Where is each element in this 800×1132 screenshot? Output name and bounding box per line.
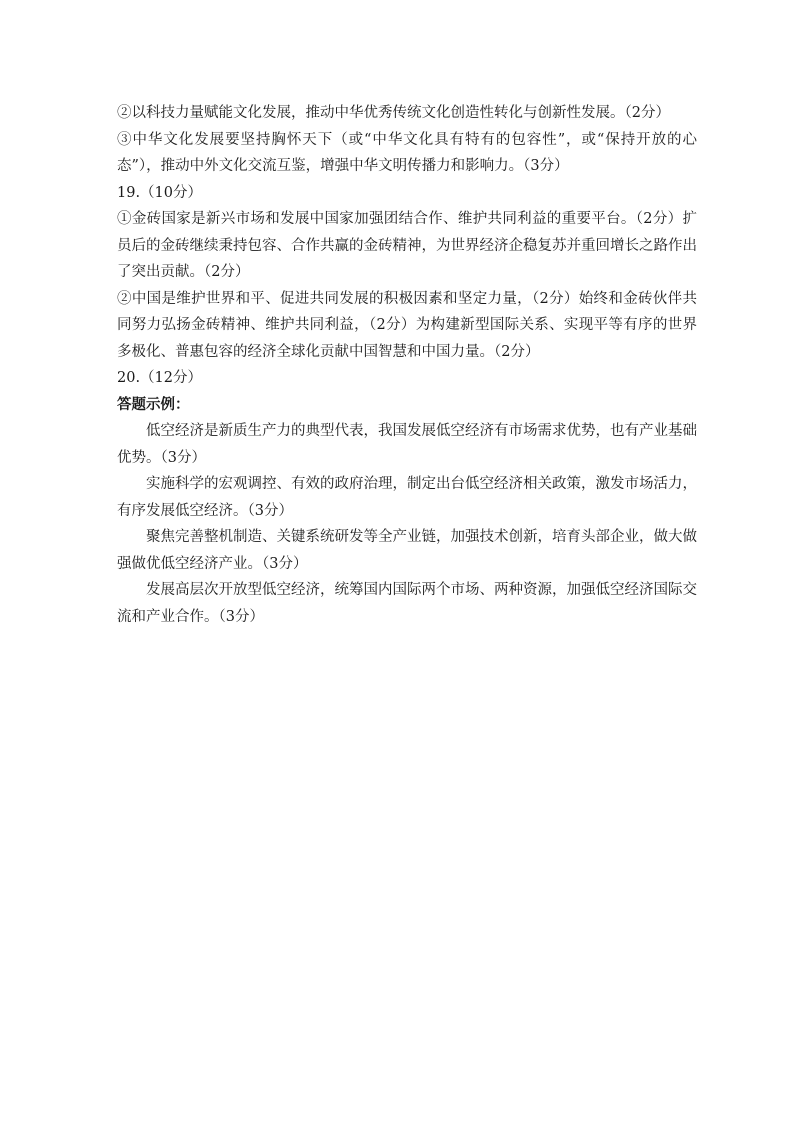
q20-number: 20.（12分）	[117, 370, 203, 386]
q20-example-heading: 答题示例：	[117, 395, 190, 413]
q19-point-1: ①金砖国家是新兴市场和发展中国家加强团结合作、维护共同利益的重要平台。（2分）扩员后的金砖继续秉持包容、合作共赢的金砖精神，为世界经济企稳复苏并重回增长之路作出了突出贡献。（2分）	[117, 211, 697, 280]
answer-content	[117, 100, 697, 630]
q19-number: 19.（10分）	[117, 184, 203, 201]
q20-point-4: 发展高层次开放型低空经济，统筹国内国际两个市场、两种资源，加强低空经济国际交流和产业合作。（3分）	[117, 582, 697, 625]
q20-point-1: 低空经济是新质生产力的典型代表，我国发展低空经济有市场需求优势，也有产业基础优势。（3分）	[117, 423, 697, 466]
q18-point-2: ②以科技力量赋能文化发展，推动中华优秀传统文化创造性转化与创新性发展。（2分）	[117, 105, 670, 121]
q20-point-3: 聚焦完善整机制造、关键系统研发等全产业链，加强技术创新，培育头部企业，做大做强做优低空经济产业。（3分）	[117, 529, 697, 572]
q18-point-3: ③中华文化发展要坚持胸怀天下（或“中华文化具有特有的包容性”，或“保持开放的心态”），推动中外文化交流互鉴，增强中华文明传播力和影响力。（3分）	[117, 131, 697, 174]
q20-point-2: 实施科学的宏观调控、有效的政府治理，制定出台低空经济相关政策，激发市场活力，有序发展低空经济。（3分）	[117, 476, 697, 519]
q19-point-2: ②中国是维护世界和平、促进共同发展的积极因素和坚定力量，（2分）始终和金砖伙伴共同努力弘扬金砖精神、维护共同利益，（2分）为构建新型国际关系、实现平等有序的世界多极化、普惠包容的经济全球化贡献中国智慧和中国力量。（2分）	[117, 290, 697, 360]
